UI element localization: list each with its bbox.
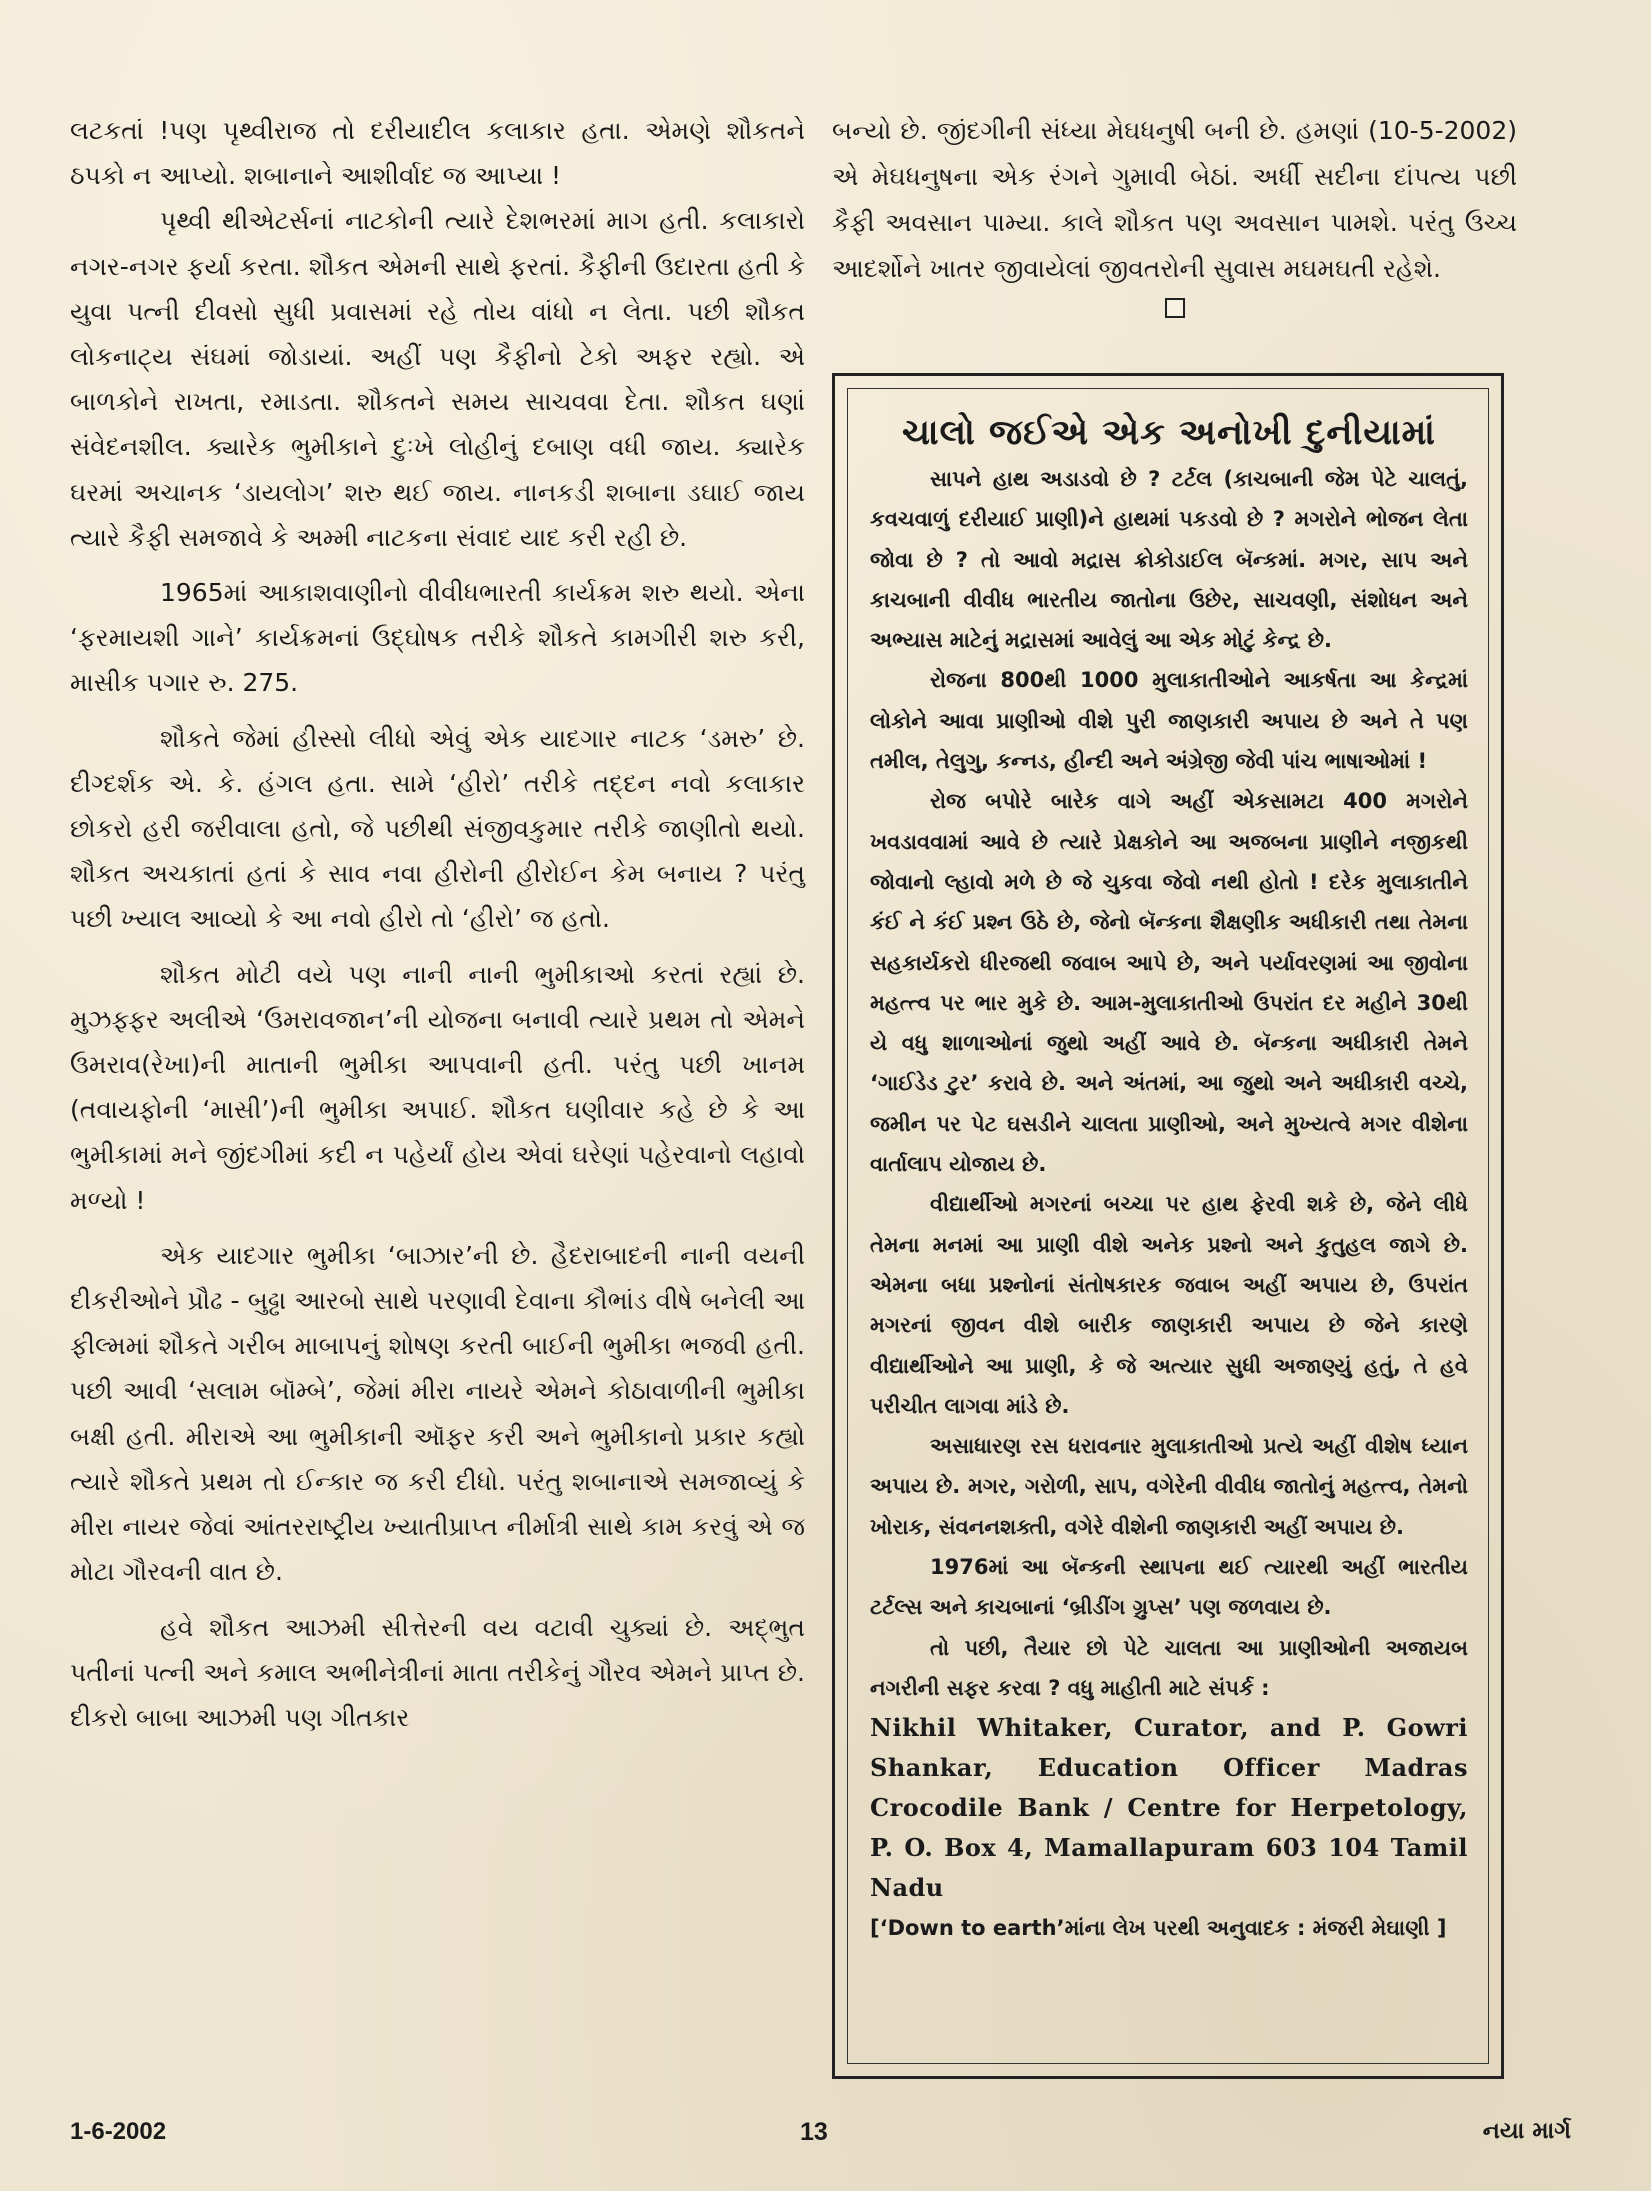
issue-date: 1-6-2002 — [70, 2118, 167, 2145]
sidebar-paragraph: 1976માં આ બૅન્કની સ્થાપના થઈ ત્યારથી અહીં ભારતીય ટર્ટલ્સ અને કાચબાનાં ‘બ્રીડીંગ ગ્રુપ્સ’ પણ જળવાય છે. — [870, 1555, 1468, 1620]
sidebar-contact: Nikhil Whitaker, Curator, and P. Gowri Shankar, Education Officer Madras Crocodile Bank / Centre for Herpetology, P. O. Box 4, Mamallapuram 603 104 Tamil Nadu — [870, 1713, 1468, 1903]
right-top-paragraph: બન્યો છે. જીંદગીની સંધ્યા મેઘધનુષી બની છે. હમણાં (10-5-2002) એ મેઘધનુષના એક રંગને ગુમાવી બેઠાં. અર્ધી સદીના દાંપત્ય પછી કૈફી અવસાન પામ્યા. કાલે શૌકત પણ અવસાન પામશે. પરંતુ ઉચ્ચ આદર્શોને ખાતર જીવાયેલાં જીવતરોની સુવાસ મઘમઘતી રહેશે. — [832, 116, 1517, 283]
left-paragraph: હવે શૌકત આઝમી સીત્તેરની વય વટાવી ચુક્યાં છે. અદ્ભુત પતીનાં પત્ની અને કમાલ અભીનેત્રીનાં માતા તરીકેનું ગૌરવ એમને પ્રાપ્ત છે. દીકરો બાબા આઝમી પણ ગીતકાર — [70, 1612, 805, 1732]
sidebar-paragraph: સાપને હાથ અડાડવો છે ? ટર્ટલ (કાચબાની જેમ પેટે ચાલતું, કવચવાળું દરીયાઈ પ્રાણી)ને હાથમાં પકડવો છે ? મગરોને ભોજન લેતા જોવા છે ? તો આવો મદ્રાસ ક્રોકોડાઈલ બૅન્કમાં. મગર, સાપ અને કાચબાની વીવીધ ભારતીય જાતોના ઉછેર, સાચવણી, સંશોધન અને અભ્યાસ માટેનું મદ્રાસમાં આવેલું આ એક મોટું કેન્દ્ર છે. — [870, 467, 1468, 653]
sidebar-paragraph: વીદ્યાર્થીઓ મગરનાં બચ્ચા પર હાથ ફેરવી શકે છે, જેને લીધે તેમના મનમાં આ પ્રાણી વીશે અનેક પ્રશ્નો અને કુતુહલ જાગે છે. એમના બધા પ્રશ્નોનાં સંતોષકારક જવાબ અહીં અપાય છે, ઉપરાંત મગરનાં જીવન વીશે બારીક જાણકારી અપાય છે જેને કારણે વીદ્યાર્થીઓને આ પ્રાણી, કે જે અત્યાર સુધી અજાણ્યું હતું, તે હવે પરીચીત લાગવા માંડે છે. — [870, 1192, 1468, 1418]
magazine-name: નયા માર્ગ — [1482, 2118, 1571, 2144]
sidebar-paragraph: તો પછી, તૈયાર છો પેટે ચાલતા આ પ્રાણીઓની અજાયબ નગરીની સફર કરવા ? વધુ માહીતી માટે સંપર્ક : — [870, 1635, 1468, 1700]
sidebar-paragraph: અસાધારણ રસ ધરાવનાર મુલાકાતીઓ પ્રત્યે અહીં વીશેષ ધ્યાન અપાય છે. મગર, ગરોળી, સાપ, વગેરેની વીવીધ જાતોનું મહત્ત્વ, તેમનો ખોરાક, સંવનનશક્તી, વગેરે વીશેની જાણકારી અહીં અપાય છે. — [870, 1434, 1468, 1539]
left-paragraph: 1965માં આકાશવાણીનો વીવીધભારતી કાર્યક્રમ શરુ થયો. એના ‘ફરમાયશી ગાને’ કાર્યક્રમનાં ઉદ્ઘોષક તરીકે શૌકતે કામગીરી શરુ કરી, માસીક પગાર રુ. 275. — [70, 578, 805, 698]
left-paragraph: એક યાદગાર ભુમીકા ‘બાઝાર’ની છે. હૈદરાબાદની નાની વયની દીકરીઓને પ્રૌઢ - બુઢ્ઢા આરબો સાથે પરણાવી દેવાના કૌભાંડ વીષે બનેલી આ ફીલ્મમાં શૌકતે ગરીબ માબાપનું શોષણ કરતી બાઈની ભુમીકા ભજવી હતી. પછી આવી ‘સલામ બૉમ્બે’, જેમાં મીરા નાયરે એમને કોઠાવાળીની ભુમીકા બક્ષી હતી. મીરાએ આ ભુમીકાની ઑફર કરી અને ભુમીકાનો પ્રકાર કહ્યો ત્યારે શૌકતે પ્રથમ તો ઈન્કાર જ કરી દીધો. પરંતુ શબાનાએ સમજાવ્યું કે મીરા નાયર જેવાં આંતરરાષ્ટ્રીય ખ્યાતીપ્રાપ્ત નીર્માત્રી સાથે કામ કરવું એ જ મોટા ગૌરવની વાત છે. — [70, 1240, 805, 1587]
left-paragraph: શૌકત મોટી વયે પણ નાની નાની ભુમીકાઓ કરતાં રહ્યાં છે. મુઝફ્ફર અલીએ ‘ઉમરાવજાન’ની યોજના બનાવી ત્યારે પ્રથમ તો એમને ઉમરાવ(રેખા)ની માતાની ભુમીકા આપવાની હતી. પરંતુ પછી ખાનમ (તવાયફોની ‘માસી’)ની ભુમીકા અપાઈ. શૌકત ઘણીવાર કહે છે કે આ ભુમીકામાં મને જીંદગીમાં કદી ન પહેર્યાં હોય એવાં ઘરેણાં પહેરવાનો લહાવો મળ્યો ! — [70, 959, 805, 1215]
sidebar-paragraph: રોજના 800થી 1000 મુલાકાતીઓને આકર્ષતા આ કેન્દ્રમાં લોકોને આવા પ્રાણીઓ વીશે પુરી જાણકારી અપાય છે અને તે પણ તમીલ, તેલુગુ, કન્નડ, હીન્દી અને અંગ્રેજી જેવી પાંચ ભાષાઓમાં ! — [870, 668, 1468, 774]
article-end-mark — [1165, 298, 1185, 318]
left-paragraph: લટકતાં !પણ પૃથ્વીરાજ તો દરીયાદીલ કલાકાર હતા. એમણે શૌકતને ઠપકો ન આપ્યો. શબાનાને આશીર્વાદ જ આપ્યા ! — [70, 116, 805, 191]
left-paragraph: પૃથ્વી થીએટર્સનાં નાટકોની ત્યારે દેશભરમાં માગ હતી. કલાકારો નગર-નગર ફર્યા કરતા. શૌકત એમની સાથે ફરતાં. કૈફીની ઉદારતા હતી કે યુવા પત્ની દીવસો સુધી પ્રવાસમાં રહે તોય વાંધો ન લેતા. પછી શૌકત લોકનાટ્ય સંઘમાં જોડાયાં. અહીં પણ કૈફીનો ટેકો અફર રહ્યો. એ બાળકોને રાખતા, રમાડતા. શૌકતને સમય સાચવવા દેતા. શૌકત ઘણાં સંવેદનશીલ. ક્યારેક ભુમીકાને દુઃખે લોહીનું દબાણ વધી જાય. ક્યારેક ઘરમાં અચાનક ‘ડાયલોગ’ શરુ થઈ જાય. નાનકડી શબાના ડઘાઈ જાય ત્યારે કૈફી સમજાવે કે અમ્મી નાટકના સંવાદ યાદ કરી રહી છે. — [70, 206, 805, 552]
page-number: 13 — [800, 2118, 828, 2146]
sidebar-box-inner — [847, 388, 1489, 2064]
left-paragraph: શૌકતે જેમાં હીસ્સો લીધો એવું એક યાદગાર નાટક ‘ડમરુ’ છે. દીગ્દર્શક એ. કે. હંગલ હતા. સામે ‘હીરો’ તરીકે તદ્દન નવો કલાકાર છોકરો હરી જરીવાલા હતો, જે પછીથી સંજીવકુમાર તરીકે જાણીતો થયો. શૌકત અચકાતાં હતાં કે સાવ નવા હીરોની હીરોઈન કેમ બનાય ? પરંતુ પછી ખ્યાલ આવ્યો કે આ નવો હીરો તો ‘હીરો’ જ હતો. — [70, 723, 805, 934]
sidebar-box — [832, 373, 1504, 2079]
sidebar-paragraph: રોજ બપોરે બારેક વાગે અહીં એકસામટા 400 મગરોને ખવડાવવામાં આવે છે ત્યારે પ્રેક્ષકોને આ અજબના પ્રાણીને નજીકથી જોવાનો લ્હાવો મળે છે જે ચુકવા જેવો નથી હોતો ! દરેક મુલાકાતીને કંઈ ને કંઈ પ્રશ્ન ઉઠે છે, જેનો બૅન્કના શૈક્ષણીક અધીકારી તથા તેમના સહકાર્યકરો ધીરજથી જવાબ આપે છે, અને પર્યાવરણમાં આ જીવોના મહત્ત્વ પર ભાર મુકે છે. આમ-મુલાકાતીઓ ઉપરાંત દર મહીને 30થી યે વધુ શાળાઓનાં જુથો અહીં આવે છે. બૅન્કના અધીકારી તેમને ‘ગાઈડેડ ટુર’ કરાવે છે. અને અંતમાં, આ જુથો અને અધીકારી વચ્ચે, જમીન પર પેટ ઘસડીને ચાલતા પ્રાણીઓ, અને મુખ્યત્વે મગર વીશેના વાર્તાલાપ યોજાય છે. — [870, 789, 1468, 1177]
sidebar-title: ચાલો જઈએ એક અનોખી દુનીયામાં — [902, 413, 1436, 453]
sidebar-credit: [‘Down to earth’માંના લેખ પરથી અનુવાદક : મંજરી મેઘાણી ] — [870, 1916, 1447, 1941]
left-column — [70, 108, 805, 1740]
right-column — [832, 108, 1517, 318]
page-footer — [70, 2118, 1571, 2158]
